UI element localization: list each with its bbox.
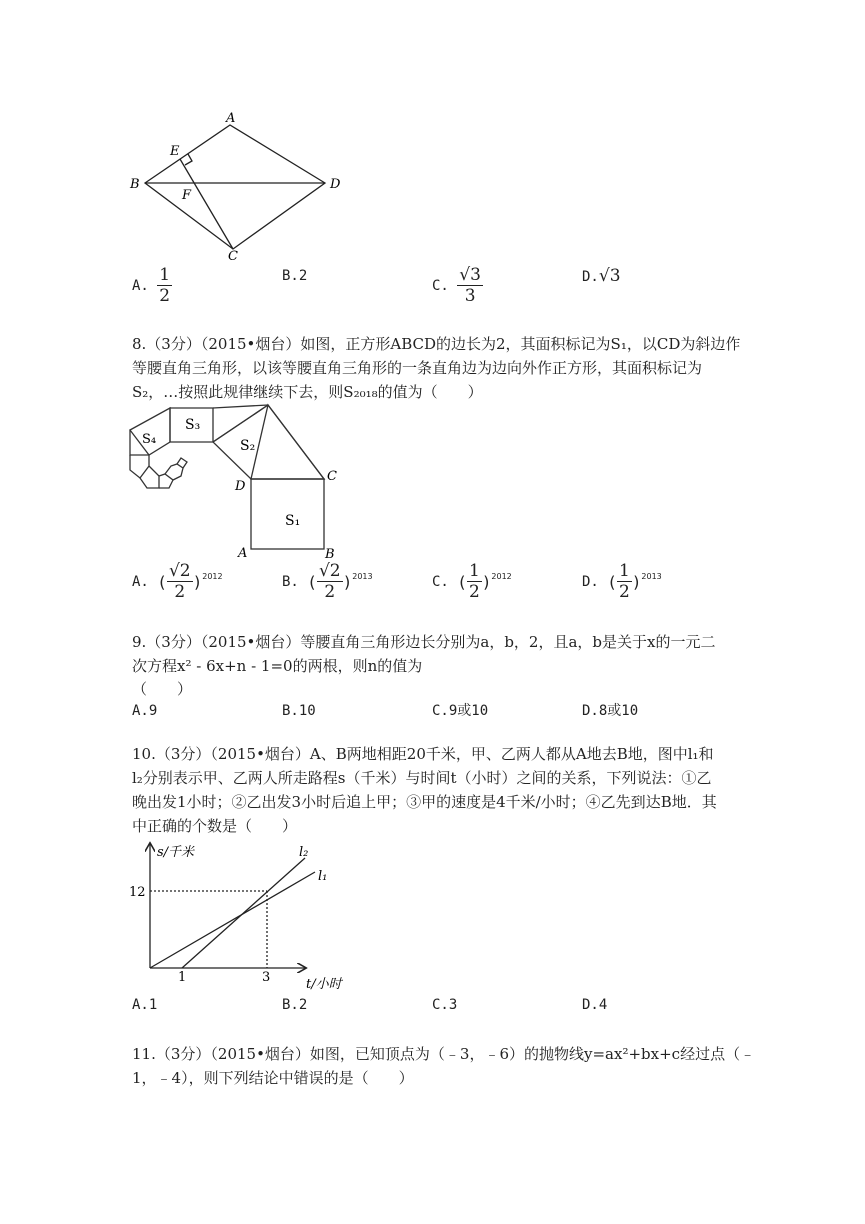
label-c: C xyxy=(327,469,337,484)
q10-option-a[interactable]: A.1 xyxy=(132,997,158,1013)
squares-spiral-figure xyxy=(125,400,350,560)
q7-option-c[interactable]: C. $\frac{√3}{3}$ xyxy=(432,265,481,306)
q9-option-d[interactable]: D.8或10 xyxy=(582,703,639,719)
q11-stem-line-1: 11.（3分）（2015•烟台）如图，已知顶点为（﹣3，﹣6）的抛物线y=ax²+bx+c经过点（﹣ xyxy=(132,1045,756,1063)
q7-option-d[interactable]: D.√3 xyxy=(582,266,621,286)
label-d: D xyxy=(330,177,341,192)
x-tick-3: 3 xyxy=(262,970,271,985)
x-tick-1: 1 xyxy=(178,970,187,985)
label-b: B xyxy=(325,547,335,560)
q9-stem-line-2: 次方程x² - 6x+n - 1=0的两根，则n的值为 xyxy=(132,657,423,675)
y-tick-12: 12 xyxy=(129,885,146,900)
q10-stem-line-1: 10.（3分）（2015•烟台）A、B两地相距20千米，甲、乙两人都从A地去B地，图中l₁和 xyxy=(132,745,714,763)
spiral-small-4 xyxy=(159,474,173,488)
line-l2 xyxy=(182,858,305,968)
q8-option-a[interactable]: A. ( $\frac{√2}{2}$ )$^{2012}$ xyxy=(132,561,223,602)
spiral-small-5 xyxy=(165,464,183,480)
label-a: A xyxy=(226,111,236,126)
rhombus-figure xyxy=(120,100,360,270)
s3-connector xyxy=(213,405,268,408)
spiral-small-3 xyxy=(140,466,159,488)
s3-diagonal xyxy=(213,405,268,442)
label-a: A xyxy=(238,546,248,560)
q8-stem-line-2: 等腰直角三角形，以该等腰直角三角形的一条直角边为边向外作正方形，其面积标记为 xyxy=(132,359,703,377)
square-s2 xyxy=(213,405,324,479)
q9-answer-blank: （ ） xyxy=(132,680,193,698)
q8-stem-line-3: S₂，…按照此规律继续下去，则S₂₀₁₈的值为（ ） xyxy=(132,383,483,401)
label-s1: S₁ xyxy=(285,513,301,529)
segment-ce xyxy=(180,159,233,249)
fraction: $\frac{√2}{2}$ xyxy=(168,561,191,602)
q7-option-a[interactable]: A. $\frac{1}{2}$ xyxy=(132,265,171,306)
y-axis-label: s/千米 xyxy=(157,845,195,860)
x-axis-label: t/小时 xyxy=(306,977,342,992)
q9-option-c[interactable]: C.9或10 xyxy=(432,703,489,719)
spiral-small-6 xyxy=(177,458,187,468)
q9-option-b[interactable]: B.10 xyxy=(282,703,316,719)
q8-option-c[interactable]: C. ( $\frac{1}{2}$ )$^{2012}$ xyxy=(432,561,512,602)
q10-option-d[interactable]: D.4 xyxy=(582,997,608,1013)
q7-option-b[interactable]: B.2 xyxy=(282,268,308,284)
label-l1: l₁ xyxy=(318,869,328,884)
q11-stem-line-2: 1，﹣4），则下列结论中错误的是（ ） xyxy=(132,1069,414,1087)
q10-stem-line-3: 晚出发1小时；②乙出发3小时后追上甲；③甲的速度是4千米/小时；④乙先到达B地．其 xyxy=(132,793,717,811)
line-l1 xyxy=(150,872,315,968)
q8-stem-line-1: 8.（3分）（2015•烟台）如图，正方形ABCD的边长为2，其面积标记为S₁，以CD为斜边作 xyxy=(132,335,741,353)
label-l2: l₂ xyxy=(299,845,309,860)
q8-option-b[interactable]: B. ( $\frac{√2}{2}$ )$^{2013}$ xyxy=(282,561,373,602)
fraction: $\frac{√3}{3}$ xyxy=(459,265,481,306)
q10-option-c[interactable]: C.3 xyxy=(432,997,458,1013)
q8-option-d[interactable]: D. ( $\frac{1}{2}$ )$^{2013}$ xyxy=(582,561,662,602)
q10-stem-line-2: l₂分别表示甲、乙两人所走路程s（千米）与时间t（小时）之间的关系，下列说法：①乙 xyxy=(132,769,712,787)
fraction: $\frac{√2}{2}$ xyxy=(318,561,341,602)
fraction: $\frac{1}{2}$ xyxy=(468,561,480,602)
q10-option-b[interactable]: B.2 xyxy=(282,997,308,1013)
spiral-small-2 xyxy=(130,455,149,478)
triangle-s2 xyxy=(251,405,324,479)
label-d: D xyxy=(235,479,246,494)
label-b: B xyxy=(130,177,140,192)
q9-option-a[interactable]: A.9 xyxy=(132,703,158,719)
distance-time-graph xyxy=(125,838,350,993)
label-s3: S₃ xyxy=(185,417,201,433)
label-s4: S₄ xyxy=(142,432,157,447)
fraction: $\frac{1}{2}$ xyxy=(618,561,630,602)
fraction: $\frac{1}{2}$ xyxy=(159,265,171,306)
label-c: C xyxy=(228,249,238,264)
label-e: E xyxy=(170,144,180,159)
q10-stem-line-4: 中正确的个数是（ ） xyxy=(132,817,298,835)
label-f: F xyxy=(182,188,192,203)
q9-stem-line-1: 9.（3分）（2015•烟台）等腰直角三角形边长分别为a，b，2，且a，b是关于x的一元二 xyxy=(132,633,716,651)
label-s2: S₂ xyxy=(240,438,256,454)
